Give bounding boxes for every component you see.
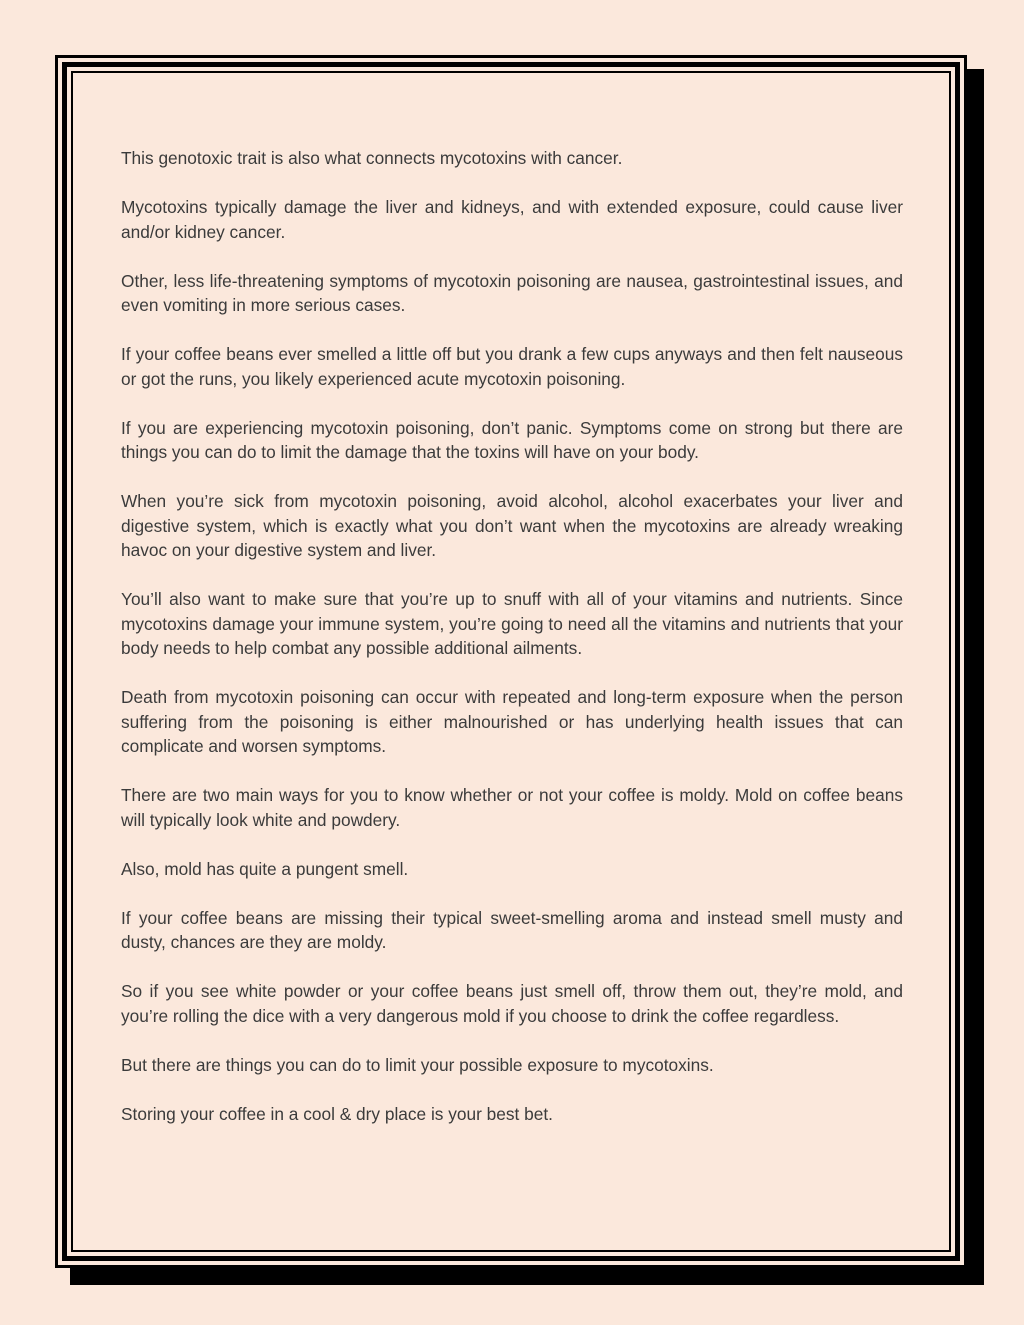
paragraph: Mycotoxins typically damage the liver and kidneys, and with extended exposure, could cause liver and/or kidney cancer. <box>121 197 903 242</box>
paragraph: You’ll also want to make sure that you’re up to snuff with all of your vitamins and nutrients. Since mycotoxins damage your immune system, you’re going to need all the vitamins and nutrients that your body needs to help combat any possible additional ailments. <box>121 589 903 658</box>
paragraph: There are two main ways for you to know whether or not your coffee is moldy. Mold on coffee beans will typically look white and powdery. <box>121 785 903 830</box>
paragraph: So if you see white powder or your coffee beans just smell off, throw them out, they’re mold, and you’re rolling the dice with a very dangerous mold if you choose to drink the coffee regardless. <box>121 981 903 1026</box>
paragraph: This genotoxic trait is also what connects mycotoxins with cancer. <box>121 148 623 168</box>
paragraph: If your coffee beans ever smelled a little off but you drank a few cups anyways and then felt nauseous or got the runs, you likely experienced acute mycotoxin poisoning. <box>121 344 903 389</box>
paragraph: But there are things you can do to limit your possible exposure to mycotoxins. <box>121 1054 714 1075</box>
paragraph: Also, mold has quite a pungent smell. <box>121 858 409 879</box>
paragraph: Storing your coffee in a cool & dry place is your best bet. <box>121 1103 553 1124</box>
paragraph: When you’re sick from mycotoxin poisoning, avoid alcohol, alcohol exacerbates your liver and digestive system, which is exactly what you don’t want when the mycotoxins are already wreaking havoc on your digestive system and liver. <box>121 491 903 560</box>
paragraph: Other, less life-threatening symptoms of mycotoxin poisoning are nausea, gastrointestinal issues, and even vomiting in more serious cases. <box>121 270 903 315</box>
document-body <box>121 146 903 1151</box>
paragraph: If you are experiencing mycotoxin poisoning, don’t panic. Symptoms come on strong but there are things you can do to limit the damage that the toxins will have on your body. <box>121 417 903 462</box>
paragraph: If your coffee beans are missing their typical sweet-smelling aroma and instead smell musty and dusty, chances are they are moldy. <box>121 907 903 952</box>
paragraph: Death from mycotoxin poisoning can occur with repeated and long-term exposure when the person suffering from the poisoning is either malnourished or has underlying health issues that can complicate and worsen symptoms. <box>121 687 903 756</box>
